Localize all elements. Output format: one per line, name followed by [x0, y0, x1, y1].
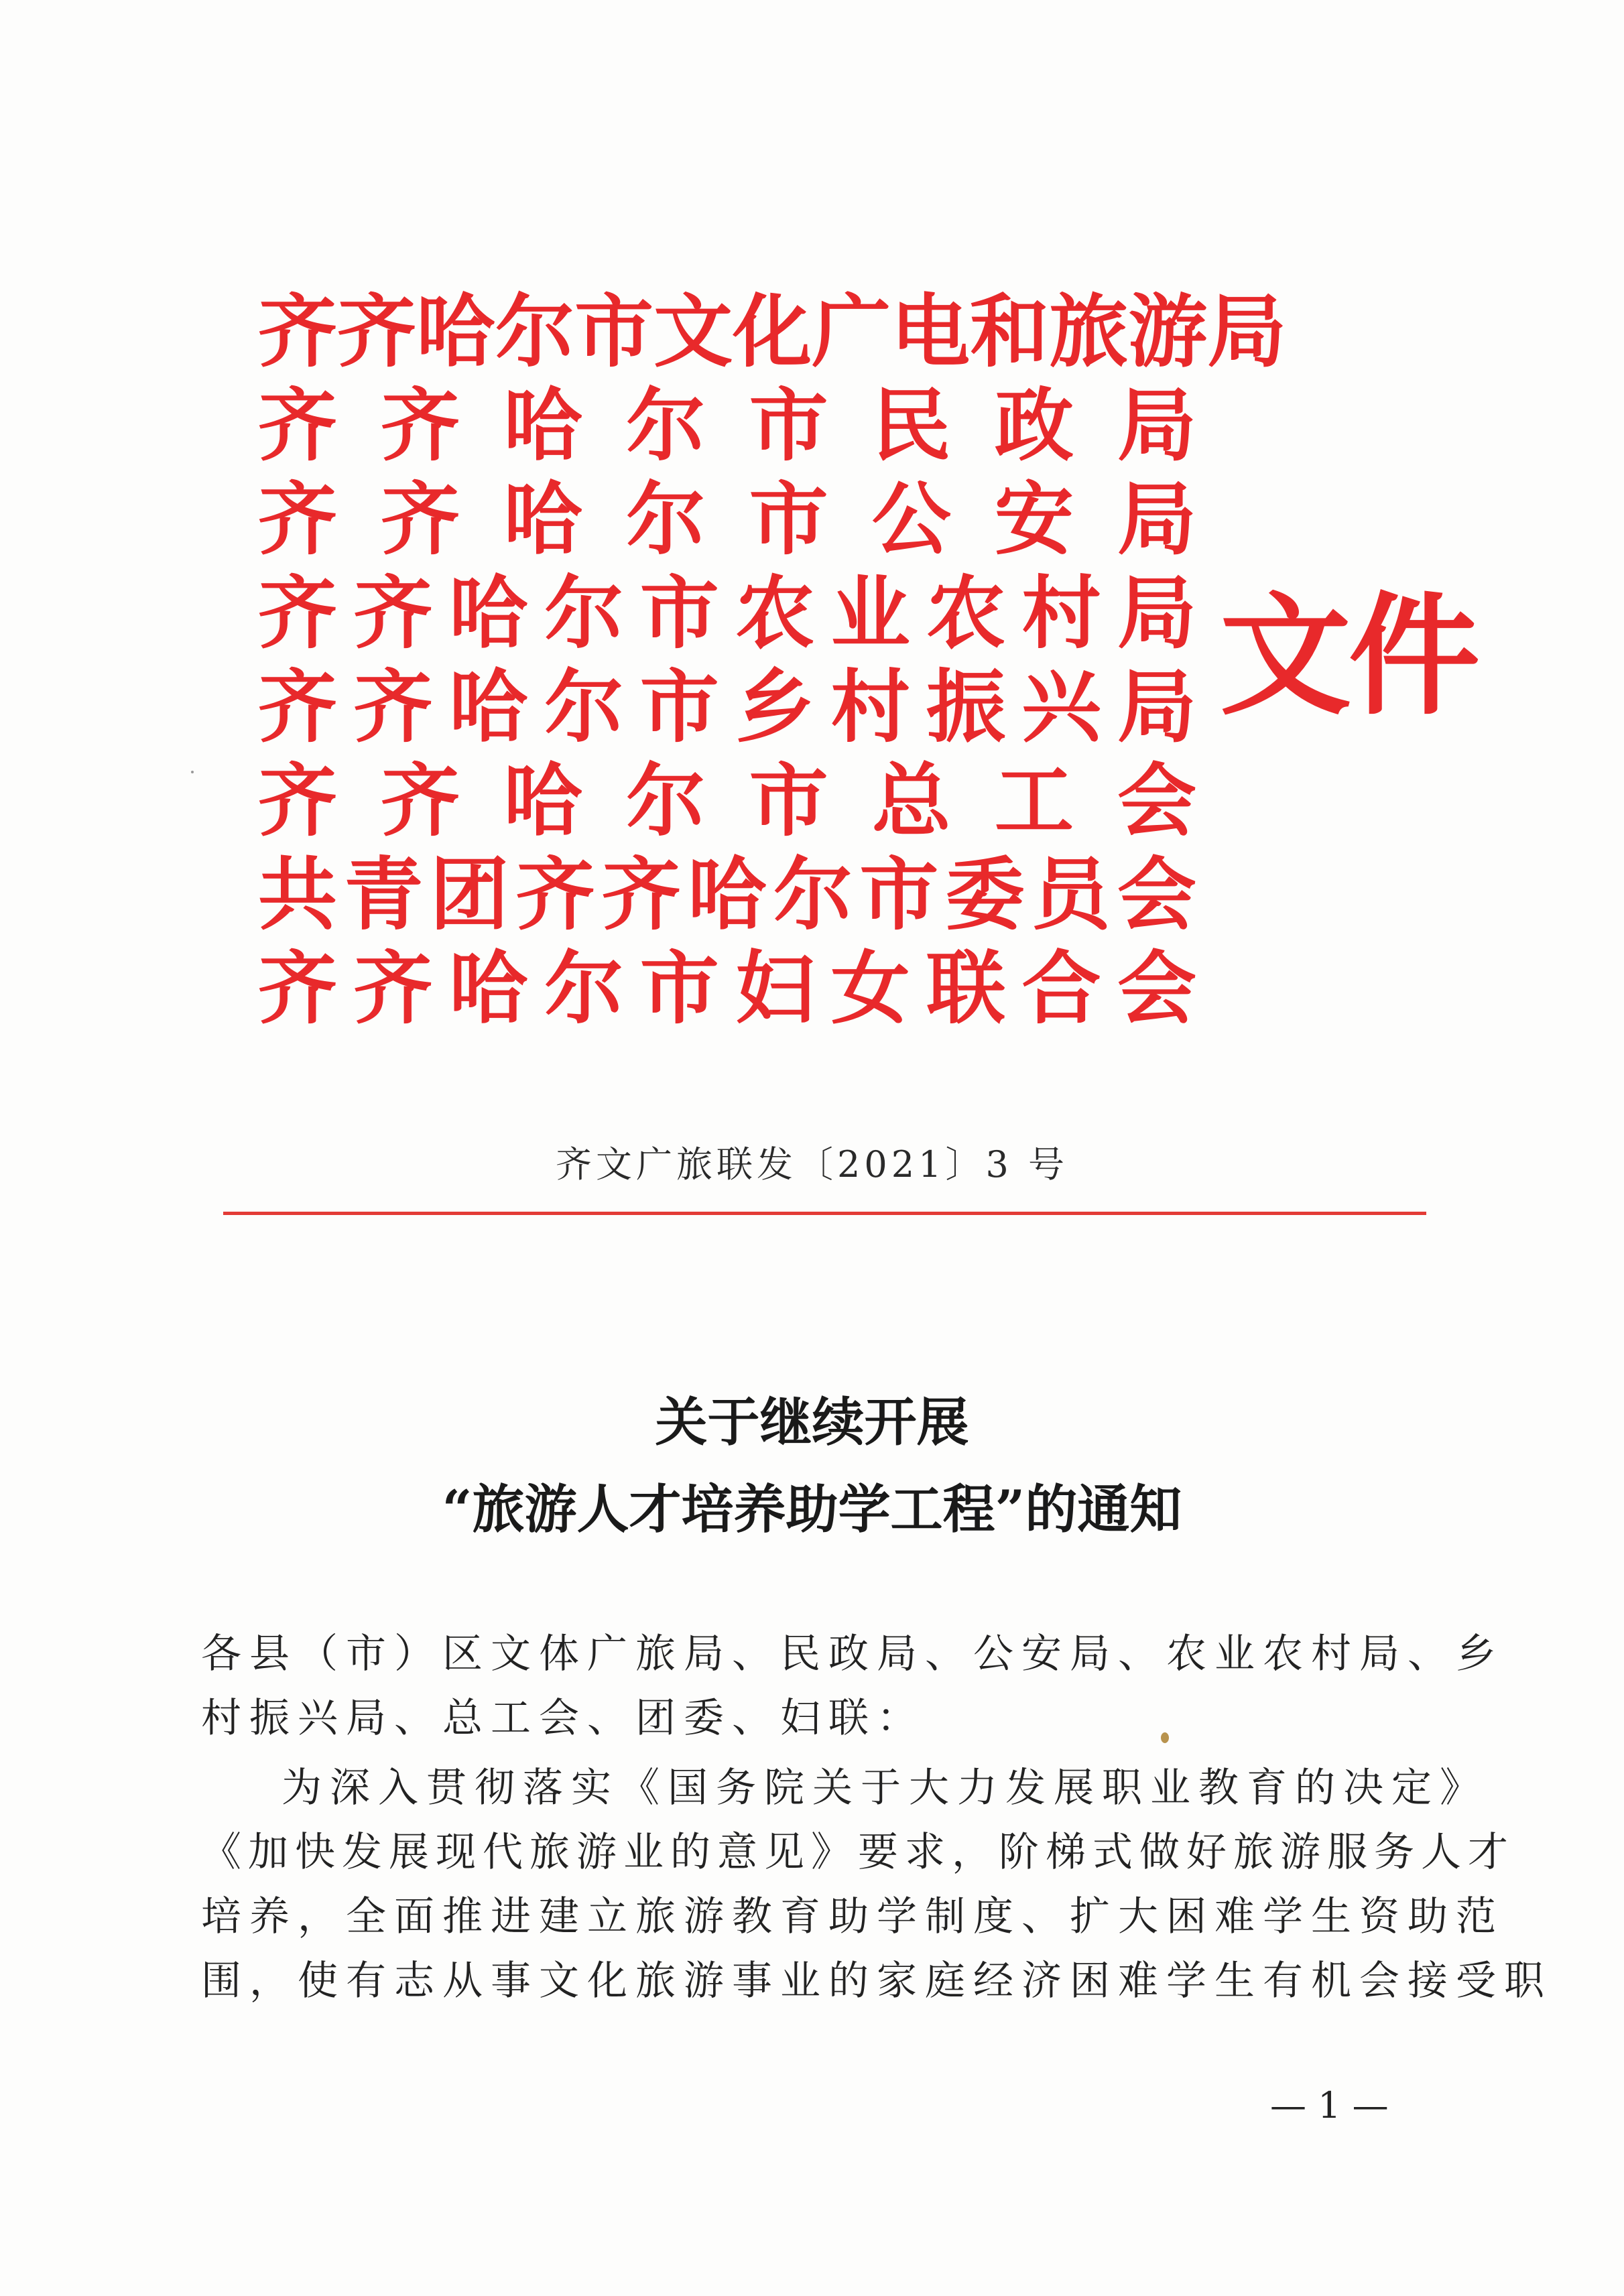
issuer-character: 哈	[448, 942, 528, 1035]
issuer-name-row	[258, 660, 1196, 754]
issuer-character: 民	[871, 379, 951, 472]
issuer-character: 市	[749, 379, 828, 472]
issuer-character: 局	[1117, 473, 1196, 566]
addressee-block	[201, 1622, 1504, 1750]
issuer-character: 委	[945, 848, 1025, 941]
issuer-character: 尔	[544, 942, 624, 1035]
issuer-name-row	[258, 942, 1196, 1035]
issuer-character: 齐	[258, 473, 338, 566]
paragraph-line: 围，使有志从事文化旅游事业的家庭经济困难学生有机会接受职	[201, 1958, 1552, 2004]
issuer-character: 齐	[353, 567, 433, 659]
issuer-character: 员	[1031, 848, 1111, 941]
issuer-character: 共	[258, 848, 338, 941]
issuer-character: 市	[749, 755, 828, 847]
issuer-character: 齐	[258, 285, 338, 378]
issuer-character: 尔	[544, 567, 624, 659]
issuer-character: 村	[830, 661, 910, 753]
document-number: 齐文广旅联发〔2021〕3 号	[556, 1143, 1068, 1186]
paragraph-line: 为深入贯彻落实《国务院关于大力发展职业教育的决定》	[282, 1765, 1488, 1811]
paragraph-line: 《加快发展现代旅游业的意见》要求，阶梯式做好旅游服务人才	[201, 1829, 1515, 1876]
issuer-character: 哈	[448, 661, 528, 753]
issuer-name-row	[258, 754, 1196, 848]
issuer-character: 齐	[258, 661, 338, 753]
issuer-character: 齐	[258, 755, 338, 847]
scan-speck	[1161, 1732, 1169, 1743]
body-paragraph	[201, 1756, 1552, 2013]
issuer-character: 市	[574, 285, 654, 378]
issuer-character: 政	[994, 379, 1074, 472]
issuer-character: 市	[639, 942, 719, 1035]
issuer-character: 和	[970, 285, 1050, 378]
issuer-character: 文	[653, 285, 733, 378]
issuer-character: 齐	[337, 285, 417, 378]
paragraph-line: 培养，全面推进建立旅游教育助学制度、扩大困难学生资助范	[201, 1893, 1504, 1940]
issuer-character: 尔	[544, 661, 624, 753]
issuer-name-row	[258, 379, 1196, 472]
issuer-character: 齐	[381, 473, 460, 566]
issuer-character: 齐	[258, 942, 338, 1035]
issuer-character: 齐	[381, 379, 460, 472]
issuer-character: 局	[1117, 379, 1196, 472]
issuer-character: 工	[994, 755, 1074, 847]
document-type-label: 文件	[1220, 580, 1478, 733]
addressee-line: 村振兴局、总工会、团委、妇联：	[201, 1695, 925, 1742]
issuer-character: 化	[733, 285, 812, 378]
issuer-character: 尔	[626, 755, 706, 847]
issuer-character: 青	[344, 848, 424, 941]
issuer-character: 尔	[495, 285, 575, 378]
issuer-character: 哈	[503, 379, 583, 472]
issuer-character: 市	[859, 848, 939, 941]
issuer-character: 齐	[353, 942, 433, 1035]
issuer-character: 齐	[601, 848, 681, 941]
issuer-character: 总	[871, 755, 951, 847]
issuer-character: 局	[1207, 285, 1287, 378]
red-separator-line	[223, 1212, 1426, 1215]
addressee-line: 各县（市）区文体广旅局、民政局、公安局、农业农村局、乡	[201, 1631, 1504, 1677]
issuer-character: 联	[926, 942, 1006, 1035]
issuer-name-row	[258, 566, 1196, 660]
issuer-character: 局	[1117, 567, 1196, 659]
issuer-character: 哈	[448, 567, 528, 659]
issuer-character: 公	[871, 473, 951, 566]
issuer-name-row	[258, 285, 1287, 379]
issuer-character: 局	[1117, 661, 1196, 753]
issuer-character: 安	[994, 473, 1074, 566]
issuer-character: 齐	[381, 755, 460, 847]
issuer-character: 村	[1021, 567, 1101, 659]
issuer-character: 会	[1117, 848, 1196, 941]
issuer-character: 尔	[773, 848, 853, 941]
document-title-line-2: “旅游人才培养助学工程”的通知	[442, 1479, 1182, 1540]
issuer-character: 齐	[353, 661, 433, 753]
issuer-character: 会	[1117, 942, 1196, 1035]
issuer-character: 齐	[515, 848, 595, 941]
issuer-character: 哈	[503, 755, 583, 847]
issuer-character: 农	[735, 567, 815, 659]
issuer-character: 女	[830, 942, 910, 1035]
issuer-character: 乡	[735, 661, 815, 753]
issuer-character: 市	[639, 661, 719, 753]
issuer-character: 市	[749, 473, 828, 566]
issuing-agencies-header	[258, 285, 1287, 1035]
issuer-character: 哈	[416, 285, 496, 378]
issuer-character: 会	[1117, 755, 1196, 847]
issuer-character: 哈	[503, 473, 583, 566]
issuer-character: 齐	[258, 379, 338, 472]
issuer-character: 齐	[258, 567, 338, 659]
issuer-name-row	[258, 472, 1196, 566]
issuer-character: 广	[812, 285, 891, 378]
scan-speck	[191, 771, 194, 773]
issuer-character: 合	[1021, 942, 1101, 1035]
issuer-character: 农	[926, 567, 1006, 659]
page-number: — 1 —	[1270, 2084, 1389, 2126]
issuer-character: 兴	[1021, 661, 1101, 753]
issuer-character: 旅	[1049, 285, 1129, 378]
issuer-character: 团	[430, 848, 509, 941]
issuer-character: 市	[639, 567, 719, 659]
issuer-character: 游	[1128, 285, 1208, 378]
issuer-character: 业	[830, 567, 910, 659]
issuer-character: 电	[891, 285, 971, 378]
document-title-line-1: 关于继续开展	[655, 1392, 969, 1453]
issuer-character: 妇	[735, 942, 815, 1035]
issuer-character: 哈	[687, 848, 767, 941]
issuer-character: 尔	[626, 473, 706, 566]
issuer-character: 尔	[626, 379, 706, 472]
issuer-name-row	[258, 848, 1196, 942]
issuer-character: 振	[926, 661, 1006, 753]
